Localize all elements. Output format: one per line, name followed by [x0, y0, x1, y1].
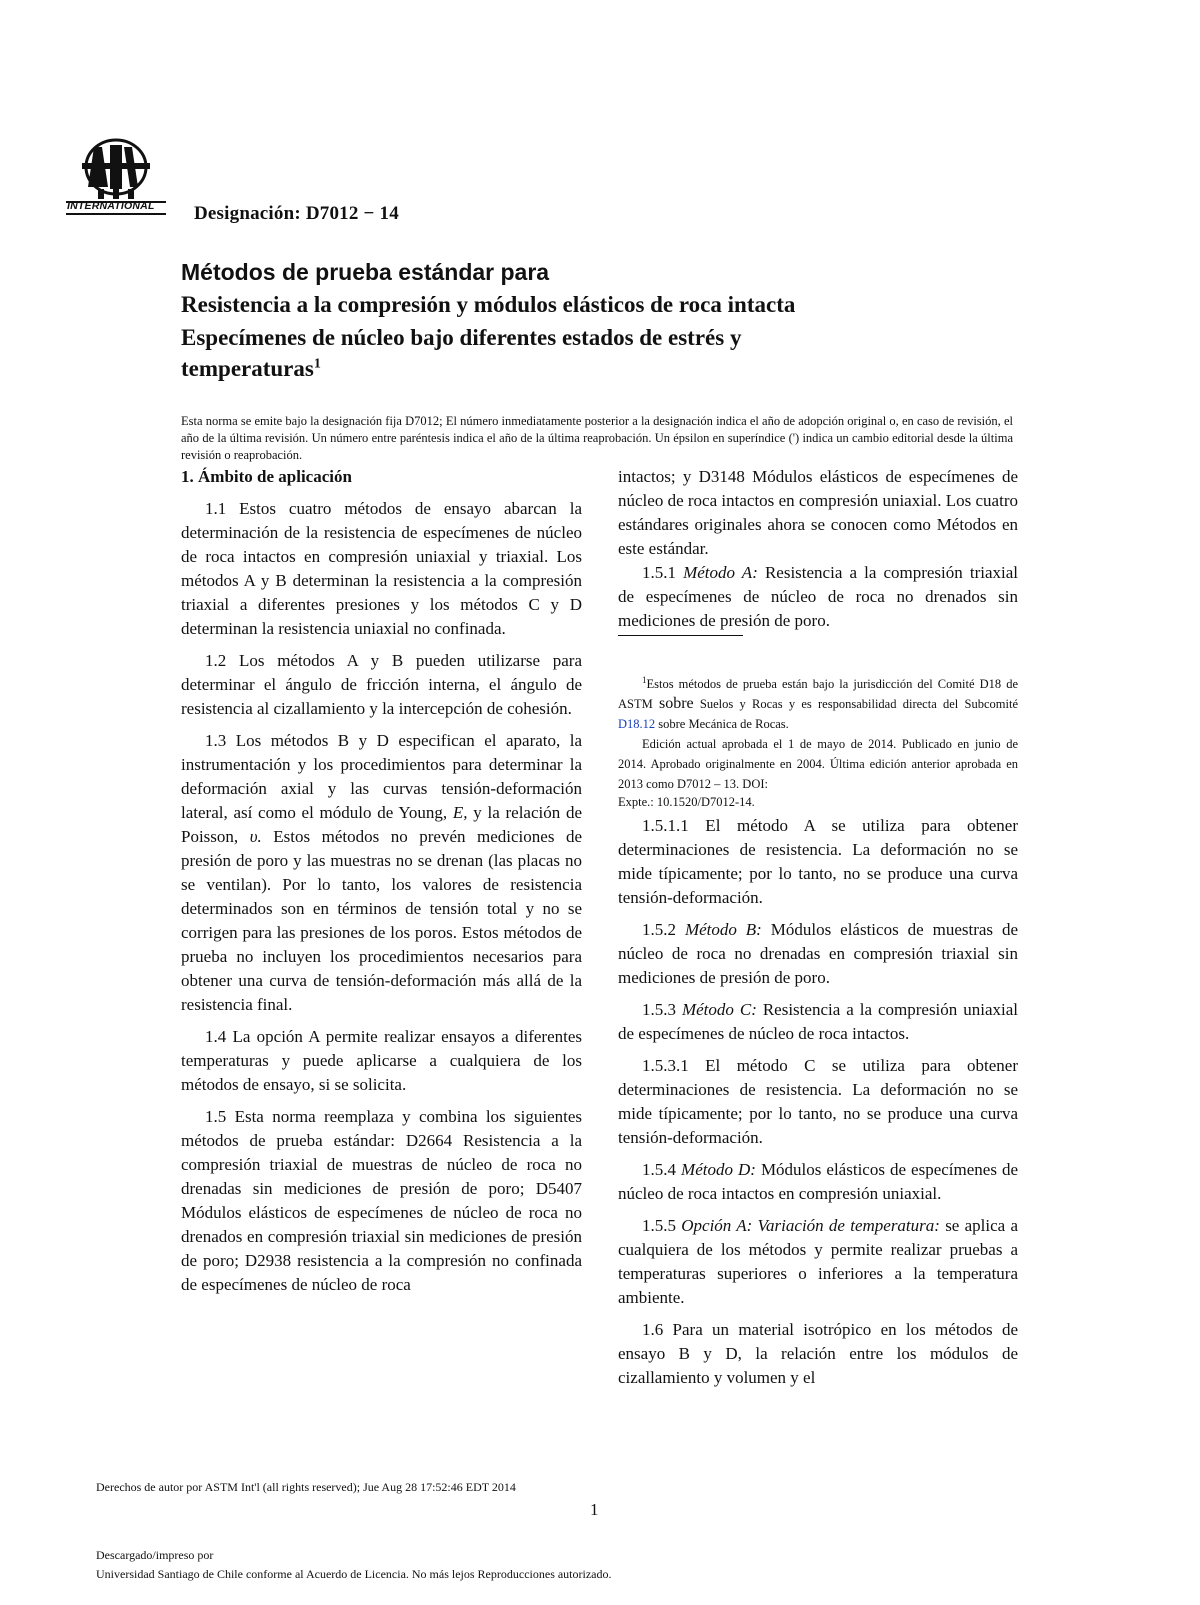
title-line-1: Métodos de prueba estándar para	[181, 259, 550, 285]
paragraph-1-5-2	[618, 918, 1018, 990]
left-column	[181, 465, 582, 1297]
designation: Designación: D7012 − 14	[194, 203, 399, 224]
paragraph-1-5-3-1: 1.5.3.1 El método C se utiliza para obtener determinaciones de resistencia. La deformación no se mide típicamente; por lo tanto, no se produce una curva tensión-deformación.	[618, 1056, 1018, 1148]
p1-5-2-num: 1.5.2	[642, 920, 685, 940]
license-line: Universidad Santiago de Chile conforme al Acuerdo de Licencia. No más lejos Reproducciones autorizado.	[96, 1567, 612, 1581]
p1-5-1-label: Método A:	[683, 563, 758, 582]
paragraph-1-5-3	[618, 998, 1018, 1046]
page-number: 1	[590, 1500, 599, 1519]
paragraph-1-5: 1.5 Esta norma reemplaza y combina los siguientes métodos de prueba estándar: D2664 Resistencia a la compresión triaxial de muestras de núcleo de roca no drenadas sin mediciones de presión de poro; D5407 Módulos elásticos de especímenes de núcleo de roca no drenados en compresión triaxial sin mediciones de presión de poro; D2938 resistencia a la compresión no confinada de especímenes de núcleo de roca	[181, 1107, 582, 1294]
p1-5-2-text: Módulos elásticos de muestras de núcleo de roca no drenadas en compresión triaxial sin mediciones de presión de poro.	[618, 920, 1018, 988]
paragraph-1-2: 1.2 Los métodos A y B pueden utilizarse para determinar el ángulo de fricción interna, el ángulo de resistencia al cizallamiento y la intercepción de cohesión.	[181, 651, 582, 718]
fn-a3: sobre Mecánica de Rocas.	[658, 717, 789, 732]
committee-link[interactable]: D18.12	[618, 717, 656, 732]
footnote-rule	[618, 635, 743, 636]
p1-5-4-text: Módulos elásticos de especímenes de núcleo de roca intactos en compresión uniaxial.	[618, 1160, 1018, 1204]
paragraph-1-5-1-1: 1.5.1.1 El método A se utiliza para obtener determinaciones de resistencia. La deformación no se mide típicamente; por lo tanto, no se produce una curva tensión-deformación.	[618, 816, 1018, 908]
title-footnote-ref: 1	[313, 356, 321, 372]
p1-5-3-text: Resistencia a la compresión uniaxial de especímenes de núcleo de roca intactos.	[618, 1000, 1019, 1044]
p1-5-3-num: 1.5.3	[642, 1000, 682, 1020]
copyright-line: Derechos de autor por ASTM Int'l (all rights reserved); Jue Aug 28 17:52:46 EDT 2014	[96, 1480, 516, 1494]
p1-5-1-text: Resistencia a la compresión triaxial de especímenes de núcleo de roca no drenados sin mediciones de presión de poro.	[618, 563, 1018, 630]
p1-5-3-label: Método C:	[681, 1000, 757, 1020]
p1-5-5-label: Opción A: Variación de temperatura:	[681, 1216, 940, 1236]
p1-5-4-label: Método D:	[681, 1160, 756, 1180]
paragraph-1-1: 1.1 Estos cuatro métodos de ensayo abarcan la determinación de la resistencia de especímenes de núcleo de roca intactos en compresión uniaxial y triaxial. Los métodos A y B determinan la resistencia a la compresión triaxial a diferentes presiones y los métodos C y D determinan la resistencia uniaxial no confinada.	[181, 499, 582, 638]
footnote-1-c: Expte.: 10.1520/D7012-14.	[618, 795, 755, 810]
title-line-4	[181, 356, 981, 382]
title-line-2: Resistencia a la compresión y módulos elásticos de roca intacta	[181, 292, 796, 317]
p1-5-5-text: se aplica a cualquiera de los métodos y permite realizar pruebas a temperaturas superiores o inferiores a la temperatura ambiente.	[618, 1216, 1018, 1308]
paragraph-1-5-4	[618, 1158, 1018, 1206]
title-line-4-text: temperaturas	[181, 356, 314, 381]
paragraph-1-5-continued: intactos; y D3148 Módulos elásticos de especímenes de núcleo de roca intactos en compresión uniaxial. Los cuatro estándares originales ahora se conocen como Métodos en este estándar.	[618, 467, 1018, 558]
p1-3-part-b: y la relación de Poisson,	[181, 803, 583, 846]
p1-5-4-num: 1.5.4	[642, 1160, 682, 1180]
paragraph-1-4: 1.4 La opción A permite realizar ensayos a diferentes temperaturas y puede aplicarse a cualquiera de los métodos de ensayo, si se solicita.	[181, 1027, 582, 1094]
paragraph-1-5-5	[618, 1214, 1018, 1310]
section-heading-scope: 1. Ámbito de aplicación	[181, 467, 352, 486]
p1-3-symbol-E: E,	[452, 803, 468, 822]
right-column	[618, 465, 1018, 1390]
p1-3-symbol-nu: υ.	[249, 827, 262, 846]
p1-3-part-a: 1.3 Los métodos B y D especifican el aparato, la instrumentación y los procedimientos para determinar la deformación axial y las curvas tensión-deformación lateral, así como el módulo de Young,	[181, 731, 582, 822]
paragraph-1-6: 1.6 Para un material isotrópico en los métodos de ensayo B y D, la relación entre los módulos de cizallamiento y volumen y el	[618, 1320, 1018, 1388]
footnote-block	[618, 635, 1018, 810]
standard-notice: Esta norma se emite bajo la designación fija D7012; El número inmediatamente posterior a la designación indica el año de adopción original o, en caso de revisión, el año de la última revisión. Un número entre paréntesis indica el año de la última reaprobación. Un épsilon en superíndice (') indica un cambio editorial desde la última revisión o reaprobación.	[181, 414, 1013, 462]
p1-3-part-c: Estos métodos no prevén mediciones de presión de poro y las muestras no se drenan (las placas no se ventilan). Por lo tanto, los valores de resistencia determinados son en términos de tensión total y no se corrigen para las presiones de los poros. Estos métodos de prueba no incluyen los procedimientos necesarios para obtener una curva de tensión-deformación más allá de la resistencia final.	[181, 827, 582, 1014]
footnote-1-a: $^1$Estos métodos de prueba están bajo la jurisdicción del Comité D18 de ASTM sobre Suelos y Rocas y es responsabilidad directa del Subcomité D18.12 sobre Mecánica de Rocas.	[618, 675, 1019, 732]
fn-a1: Estos métodos de prueba están bajo la jurisdicción del Comité D18 de ASTM	[618, 677, 1018, 712]
paragraph-1-5-1	[618, 561, 1018, 633]
title-line-3: Especímenes de núcleo bajo diferentes estados de estrés y	[181, 325, 742, 350]
p1-5-2-label: Método B:	[684, 920, 762, 940]
fn-sobre: sobre	[659, 695, 694, 713]
logo-text: INTERNATIONAL	[67, 200, 155, 212]
fn-a2: Suelos y Rocas y es responsabilidad directa del Subcomité	[699, 697, 1019, 712]
footnote-1-b: Edición actual aprobada el 1 de mayo de 2014. Publicado en junio de 2014. Aprobado originalmente en 2004. Última edición anterior aprobada en 2013 como D7012 – 13. DOI:	[618, 737, 1018, 792]
paragraph-1-3	[181, 729, 582, 1017]
astm-logo	[64, 133, 168, 217]
download-line: Descargado/impreso por	[96, 1548, 214, 1562]
p1-5-1-num: 1.5.1	[642, 563, 684, 582]
p1-5-5-num: 1.5.5	[642, 1216, 682, 1236]
